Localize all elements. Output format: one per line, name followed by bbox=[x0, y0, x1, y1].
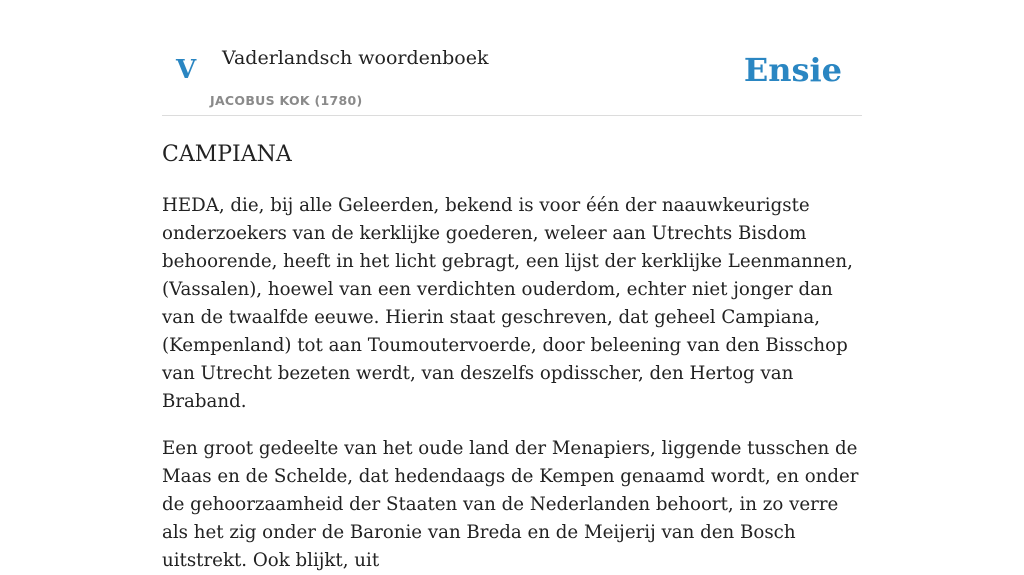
book-author: JACOBUS KOK (1780) bbox=[210, 93, 363, 108]
ensie-logo-link[interactable]: Ensie bbox=[743, 51, 842, 89]
article-paragraph: Een groot gedeelte van het oude land der Menapiers, liggende tusschen de Maas en de Schelde, dat hedendaags de Kempen genaamd wordt, en onder de gehoorzaamheid der Staaten van de Nederlanden behoort, in zo verre als het zig onder de Baronie van Breda en de Meijerij van den Bosch uitstrekt. Ook blijkt, uit bbox=[162, 438, 859, 571]
article-paragraph: HEDA, die, bij alle Geleerden, bekend is voor één der naauwkeurigste onderzoekers van de kerklijke goederen, weleer aan Utrechts Bisdom behoorende, heeft in het licht gebragt, een lijst der kerklijke Leenmannen, (Vassalen), hoewel van een verdichten ouderdom, echter niet jonger dan van de twaalfde eeuwe. Hierin staat geschreven, dat geheel Campiana, (Kempenland) tot aan Toumoutervoerde, door beleening van den Bisschop van Utrecht bezeten werdt, van deszelfs opdisscher, den Hertog van Braband. bbox=[162, 195, 853, 412]
header bbox=[162, 0, 862, 116]
book-title-link[interactable]: Vaderlandsch woordenboek bbox=[222, 47, 489, 69]
article bbox=[162, 138, 862, 575]
entry-title: CAMPIANA bbox=[162, 142, 292, 167]
book-letter-badge[interactable]: V bbox=[176, 55, 197, 85]
